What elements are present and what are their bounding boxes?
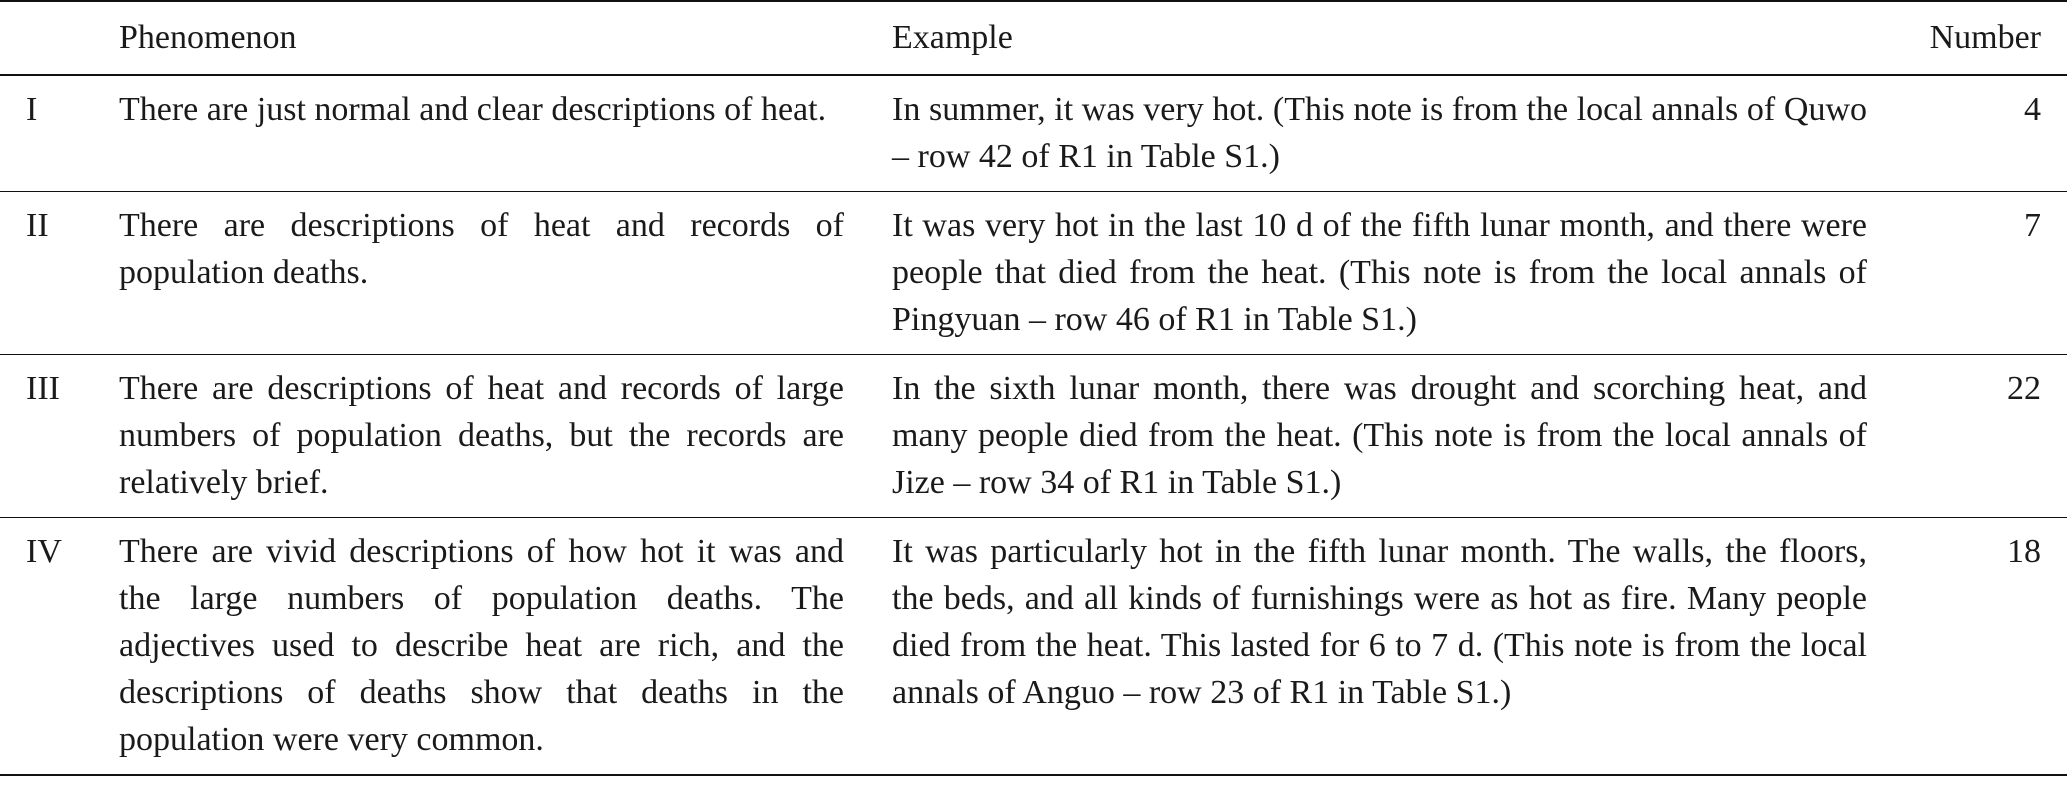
header-number: Number <box>1929 19 2041 56</box>
row-phenomenon: There are vivid descriptions of how hot it was and the large numbers of population deaths. The adjectives used to describe heat are rich, and the descriptions of deaths show that deaths in the population were very common. <box>119 533 844 758</box>
row-id: II <box>26 207 49 244</box>
row-phenomenon-cell <box>93 192 843 355</box>
table-header <box>0 1 2067 75</box>
row-number: 22 <box>2007 370 2041 407</box>
row-number: 4 <box>2024 91 2041 128</box>
row-example: It was particularly hot in the fifth lunar month. The walls, the floors, the beds, and all kinds of furnishings were as hot as fire. Many people died from the heat. This lasted for 6 to 7 d. (This note is from the local annals of Anguo – row 23 of R1 in Table S1.) <box>892 533 1867 711</box>
row-phenomenon-cell <box>93 75 843 192</box>
row-example: In the sixth lunar month, there was drought and scorching heat, and many people died from the heat. (This note is from the local annals of Jize – row 34 of R1 in Table S1.) <box>892 370 1867 501</box>
row-example-cell <box>843 192 1895 355</box>
row-phenomenon-cell <box>93 518 843 776</box>
row-id: III <box>26 370 60 407</box>
row-example-cell <box>843 75 1895 192</box>
table-body <box>0 75 2067 775</box>
row-id: I <box>26 91 38 128</box>
table-row <box>0 518 2067 776</box>
row-number: 7 <box>2024 207 2041 244</box>
row-example-cell <box>843 518 1895 776</box>
row-phenomenon: There are just normal and clear descriptions of heat. <box>119 91 827 128</box>
row-example-cell <box>843 355 1895 518</box>
header-example: Example <box>892 19 1013 56</box>
header-id <box>0 1 93 75</box>
header-phenomenon: Phenomenon <box>119 19 297 56</box>
header-row <box>0 1 2067 75</box>
row-example: In summer, it was very hot. (This note is from the local annals of Quwo – row 42 of R1 in Table S1.) <box>892 91 1867 175</box>
table-row <box>0 355 2067 518</box>
row-number: 18 <box>2007 533 2041 570</box>
row-phenomenon-cell <box>93 355 843 518</box>
table-row <box>0 192 2067 355</box>
table-row <box>0 75 2067 192</box>
row-example: It was very hot in the last 10 d of the fifth lunar month, and there were people that died from the heat. (This note is from the local annals of Pingyuan – row 46 of R1 in Table S1.) <box>892 207 1867 338</box>
row-phenomenon: There are descriptions of heat and records of population deaths. <box>119 207 844 291</box>
row-phenomenon: There are descriptions of heat and records of large numbers of population deaths, but the records are relatively brief. <box>119 370 844 501</box>
row-id: IV <box>26 533 62 570</box>
